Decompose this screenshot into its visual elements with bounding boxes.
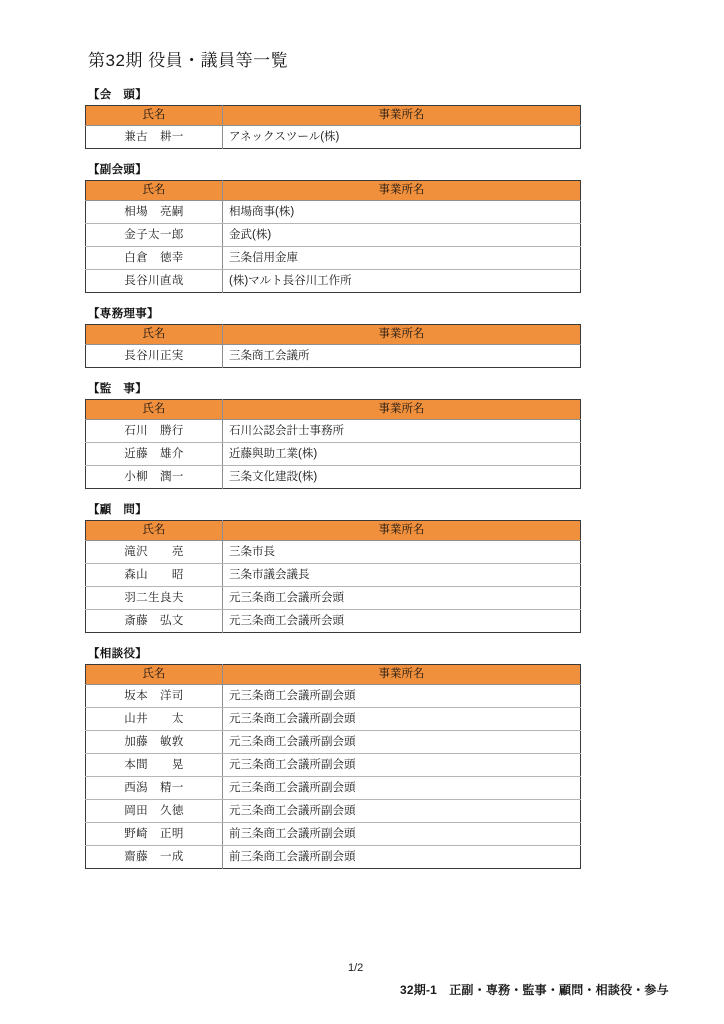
section-label: 【会 頭】 <box>88 89 147 101</box>
cell-org: アネックスツール(株) <box>223 126 581 149</box>
table-header-row <box>86 521 581 541</box>
column-header-org: 事業所名 <box>223 181 581 201</box>
roster-section <box>85 161 580 293</box>
roster-table <box>85 105 581 149</box>
roster-table <box>85 324 581 368</box>
table-header-row <box>86 665 581 685</box>
roster-section <box>85 380 580 489</box>
table-row <box>86 541 581 564</box>
cell-org: 前三条商工会議所副会頭 <box>223 823 581 846</box>
table-row <box>86 224 581 247</box>
table-row <box>86 201 581 224</box>
table-row <box>86 823 581 846</box>
cell-name: 長谷川直哉 <box>86 270 223 293</box>
cell-name: 兼古 耕一 <box>86 126 223 149</box>
section-label: 【顧 問】 <box>88 504 147 516</box>
table-header-row <box>86 325 581 345</box>
column-header-name: 氏名 <box>86 181 223 201</box>
roster-table <box>85 664 581 869</box>
cell-org: 元三条商工会議所副会頭 <box>223 685 581 708</box>
roster-section <box>85 86 580 149</box>
cell-org: 三条市議会議長 <box>223 564 581 587</box>
table-row <box>86 247 581 270</box>
table-row <box>86 345 581 368</box>
column-header-name: 氏名 <box>86 400 223 420</box>
cell-name: 山井 太 <box>86 708 223 731</box>
page-title: 第32期 役員・議員等一覧 <box>88 51 289 70</box>
column-header-name: 氏名 <box>86 521 223 541</box>
table-row <box>86 420 581 443</box>
cell-name: 本間 晃 <box>86 754 223 777</box>
cell-name: 西潟 精一 <box>86 777 223 800</box>
table-row <box>86 126 581 149</box>
roster-section <box>85 305 580 368</box>
cell-name: 白倉 徳幸 <box>86 247 223 270</box>
cell-org: (株)マルト長谷川工作所 <box>223 270 581 293</box>
cell-name: 斎藤 弘文 <box>86 610 223 633</box>
column-header-org: 事業所名 <box>223 521 581 541</box>
column-header-org: 事業所名 <box>223 665 581 685</box>
column-header-org: 事業所名 <box>223 400 581 420</box>
cell-name: 金子太一郎 <box>86 224 223 247</box>
cell-org: 元三条商工会議所副会頭 <box>223 777 581 800</box>
table-row <box>86 466 581 489</box>
section-label: 【専務理事】 <box>88 308 159 320</box>
cell-org: 元三条商工会議所副会頭 <box>223 708 581 731</box>
table-row <box>86 731 581 754</box>
column-header-name: 氏名 <box>86 106 223 126</box>
cell-name: 長谷川正実 <box>86 345 223 368</box>
cell-org: 三条信用金庫 <box>223 247 581 270</box>
cell-org: 元三条商工会議所副会頭 <box>223 731 581 754</box>
cell-org: 三条商工会議所 <box>223 345 581 368</box>
column-header-name: 氏名 <box>86 325 223 345</box>
cell-name: 羽二生良夫 <box>86 587 223 610</box>
cell-org: 前三条商工会議所副会頭 <box>223 846 581 869</box>
cell-name: 近藤 雄介 <box>86 443 223 466</box>
cell-name: 相場 亮嗣 <box>86 201 223 224</box>
cell-org: 三条文化建設(株) <box>223 466 581 489</box>
roster-section <box>85 645 580 869</box>
table-row <box>86 846 581 869</box>
cell-name: 滝沢 亮 <box>86 541 223 564</box>
roster-section <box>85 501 580 633</box>
table-header-row <box>86 400 581 420</box>
cell-org: 近藤與助工業(株) <box>223 443 581 466</box>
cell-org: 金武(株) <box>223 224 581 247</box>
footer-note: 32期-1 正副・専務・監事・顧問・相談役・参与 <box>400 983 669 997</box>
table-header-row <box>86 181 581 201</box>
cell-name: 坂本 洋司 <box>86 685 223 708</box>
cell-org: 三条市長 <box>223 541 581 564</box>
column-header-name: 氏名 <box>86 665 223 685</box>
table-row <box>86 777 581 800</box>
cell-name: 森山 昭 <box>86 564 223 587</box>
table-row <box>86 270 581 293</box>
cell-org: 石川公認会計士事務所 <box>223 420 581 443</box>
table-row <box>86 564 581 587</box>
roster-table <box>85 520 581 633</box>
cell-name: 野崎 正明 <box>86 823 223 846</box>
table-row <box>86 685 581 708</box>
cell-org: 相場商事(株) <box>223 201 581 224</box>
column-header-org: 事業所名 <box>223 325 581 345</box>
cell-name: 齋藤 一成 <box>86 846 223 869</box>
column-header-org: 事業所名 <box>223 106 581 126</box>
cell-name: 岡田 久徳 <box>86 800 223 823</box>
cell-org: 元三条商工会議所副会頭 <box>223 754 581 777</box>
section-label: 【相談役】 <box>88 648 147 660</box>
table-row <box>86 708 581 731</box>
cell-name: 石川 勝行 <box>86 420 223 443</box>
section-label: 【監 事】 <box>88 383 147 395</box>
cell-org: 元三条商工会議所副会頭 <box>223 800 581 823</box>
cell-name: 加藤 敏敦 <box>86 731 223 754</box>
roster-table <box>85 399 581 489</box>
roster-sections <box>85 86 580 881</box>
table-row <box>86 587 581 610</box>
section-label: 【副会頭】 <box>88 164 147 176</box>
table-row <box>86 800 581 823</box>
cell-org: 元三条商工会議所会頭 <box>223 610 581 633</box>
cell-org: 元三条商工会議所会頭 <box>223 587 581 610</box>
table-header-row <box>86 106 581 126</box>
footer-page-number: 1/2 <box>348 962 364 974</box>
roster-table <box>85 180 581 293</box>
table-row <box>86 754 581 777</box>
table-row <box>86 443 581 466</box>
cell-name: 小柳 潤一 <box>86 466 223 489</box>
table-row <box>86 610 581 633</box>
